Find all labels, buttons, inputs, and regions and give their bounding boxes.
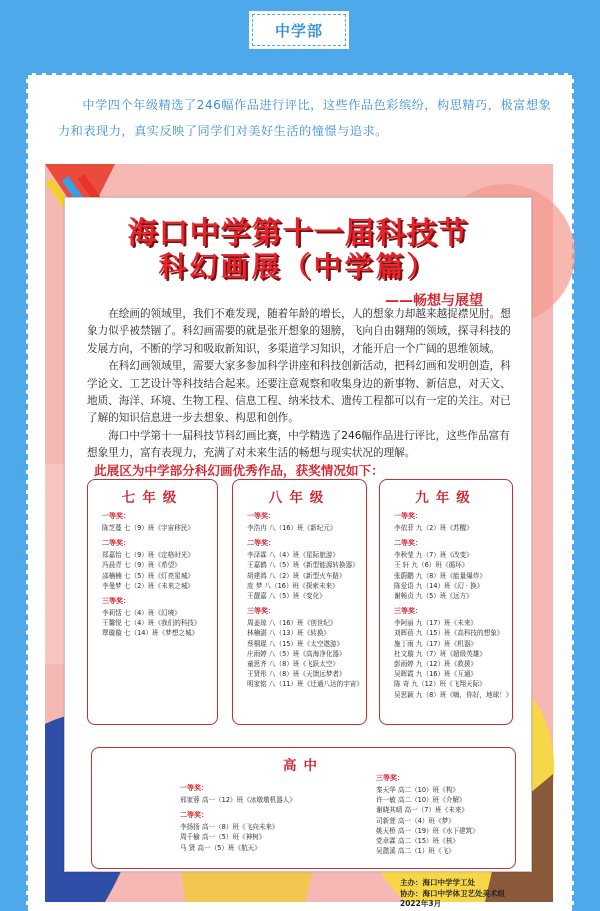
award-entry: 王贤彤 八（8）班《天馈远梦者》: [247, 670, 346, 679]
grade8-title: 八年级: [268, 490, 331, 506]
award-label: 一等奖：: [102, 512, 130, 520]
award-entry: 王馨悦 七（4）班《我们的科技》: [102, 619, 201, 628]
body-paragraph: 在绘画的领域里，我们不难发现，随着年龄的增长，人的想象力却越来越捉襟见肘。想象力似乎被禁锢了。科幻画需要的就是张开想象的翅膀，飞向自由翱翔的领域，探寻科技的发展方向，不断的学习和吸取新知识，多渠道学习知识，才能开启一个广阔的思维领域。: [87, 308, 511, 355]
award-entry: 施丁雨 九（17）班《机器》: [394, 639, 478, 648]
grade7-awards: [87, 479, 218, 725]
award-entry: 许一敏 高二（10）班《介解》: [376, 796, 466, 805]
cohost-line: 协办：海口中学体卫艺处美术组: [400, 888, 505, 898]
award-notice: 此展区为中学部分科幻画优秀作品，获奖情况如下：: [94, 463, 384, 478]
award-label: 二等奖：: [394, 539, 422, 548]
award-entry: 王嘉鹤 八（5）班《新型能源转换器》: [247, 561, 359, 570]
award-label: 一等奖：: [247, 512, 275, 520]
award-entry: 李泽霖 八（4）班《星际旅游》: [247, 551, 340, 560]
exhibition-poster: [45, 164, 553, 909]
award-entry: 陈芝蔓 七（9）班《宇宙移民》: [102, 524, 195, 532]
award-entry: 刘晖蓓 九（15）班《高科技的想象》: [394, 629, 504, 638]
award-entry: 王靓嘉 八（5）班《变化》: [247, 592, 326, 601]
poster-body: [87, 306, 511, 463]
award-entry: 李曼梦 七（2）班《未来之城》: [102, 581, 195, 590]
highschool-column-1: [166, 778, 296, 853]
award-label: 二等奖：: [247, 539, 275, 548]
award-entry: 邢家蓉 高一（12）班《冰墩墩机器人》: [180, 796, 296, 804]
award-entry: 李浩冉 八（16）班《新纪元》: [247, 524, 337, 532]
award-entry: 吴晖霞 九（16）班《互通》: [394, 670, 478, 679]
award-entry: 冯晨青 七（9）班《希望》: [102, 561, 181, 570]
award-entry: 张蔚鹏 九（8）班《能量爆炸》: [394, 571, 487, 580]
award-entry: 陈爱语 九（14）班《幻 · 换》: [394, 581, 484, 590]
body-paragraph: 海口中学第十一届科技节科幻画比赛，中学精选了246幅作品进行评比，这些作品富有想象里力，富有表现力，充满了对未来生活的畅想与现实状况的理解。: [87, 429, 510, 460]
grade9-awards: [379, 479, 513, 725]
grade9-title: 九年级: [415, 490, 477, 506]
award-entry: 彭雨婷 九（12）班《救援》: [394, 660, 478, 669]
section-tag: [249, 11, 349, 49]
award-entry: 党卓霖 高二（15）班《核》: [376, 837, 460, 846]
award-entry: 周姜琼 八（16）班《创世纪》: [247, 619, 337, 628]
award-entry: 庞 梦 八（16）班《探索未来》: [247, 581, 339, 590]
award-entry: 覃璇璇 七（14）班《梦想之城》: [102, 629, 199, 638]
poster-subtitle: ——畅想与展望: [385, 293, 483, 309]
sponsor-info: [400, 878, 505, 910]
award-entry: 王 轩 九（6）班《循环》: [394, 561, 469, 570]
award-entry: 谢晓其晴 高一（7）班《未来》: [376, 806, 469, 815]
award-entry: 林楠湛 八（13）班《转换》: [247, 629, 331, 638]
award-entry: 陈 奇 九（12）班《飞翔天际》: [394, 680, 486, 689]
grade8-awards: [232, 479, 367, 725]
highschool-awards: [91, 747, 516, 869]
grade7-title: 七年级: [121, 490, 184, 506]
poster-title-line1: 海口中学第十一届科技节: [127, 216, 469, 251]
highschool-column-2: [362, 768, 479, 856]
host-line: 主办：海口中学学工处: [400, 878, 475, 887]
award-label: 二等奖：: [102, 539, 130, 548]
award-label: 三等奖：: [102, 597, 130, 606]
award-label: 二等奖：: [180, 811, 208, 820]
poster-paper: [64, 197, 532, 909]
award-entry: 吴思颖 九（8）班《嗨，你好，地球！》: [394, 690, 513, 699]
award-entry: 郑嘉怡 七（9）班《定格时光》: [102, 551, 195, 560]
award-entry: 马 贤 高一（5）班《航天》: [180, 843, 261, 852]
award-entry: 李阿丽 九（17）班《未来》: [394, 619, 478, 628]
award-entry: 李莉恬 七（4）班《幻境》: [102, 609, 181, 618]
highschool-title: 高中: [283, 758, 324, 774]
date-line: 2022年3月: [400, 899, 442, 909]
award-entry: 杜文璇 九（7）班《超级英雄》: [394, 649, 487, 658]
award-entry: 胡建鸿 八（2）班《新型火车路》: [247, 571, 346, 580]
intro-paragraph: 中学四个年级精选了246幅作品进行评比，这些作品色彩缤纷，构思精巧，极富想象力和表现力，真实反映了同学们对美好生活的憧憬与追求。: [58, 98, 552, 138]
award-entry: 庄雨婷 八（5）班《高海净化器》: [247, 649, 346, 658]
award-label: 一等奖：: [394, 512, 422, 520]
award-entry: 秦天华 高二（10）班《构》: [376, 786, 460, 794]
award-entry: 吴懿溪 高二（1）班《飞》: [376, 847, 455, 856]
award-entry: 李依菲 九（2）班《苏醒》: [394, 524, 473, 532]
award-entry: 蔡桐琨 八（15）班《太空遨游》: [247, 639, 344, 648]
body-paragraph: 在科幻画领域里，需要大家多参加科学讲座和科技创新活动，把科幻画和发明创造，科学论文、工艺设计等科技结合起来。还要注意观察和收集身边的新事物、新信息，对天文、地质、海洋、环境、生物工程、信息工程、纳米技术、遗传工程都可以有一定的关注。对已了解的知识信息进一步去想象、构思和创作。: [87, 360, 511, 425]
award-entry: 邵楠楠 七（5）班《灯亮星城》: [102, 571, 195, 580]
award-label: 三等奖：: [376, 774, 404, 782]
award-entry: 周千榆 高一（5）班《神树》: [180, 833, 266, 842]
award-entry: 童思齐 八（8）班《飞跃太空》: [247, 660, 340, 669]
award-entry: 明家铭 八（11）班《迁通八达的宇宙》: [247, 680, 363, 689]
award-label: 一等奖：: [180, 784, 208, 792]
award-entry: 李秋莹 九（7）班《改变》: [394, 551, 473, 560]
poster-title-line2: 科幻画展（中学篇）: [158, 250, 438, 283]
award-entry: 司新萱 高一（4）班《梦》: [376, 816, 455, 825]
award-entry: 谢畅贞 九（5）班《远方》: [394, 592, 473, 601]
award-label: 三等奖：: [394, 607, 422, 616]
award-entry: 姚天桥 高一（19）班《水下建筑》: [376, 826, 479, 835]
section-tag-label: 中学部: [252, 14, 346, 46]
award-label: 三等奖：: [247, 607, 275, 616]
award-entry: 李扬扬 高一（8）班《飞向未来》: [180, 823, 279, 832]
